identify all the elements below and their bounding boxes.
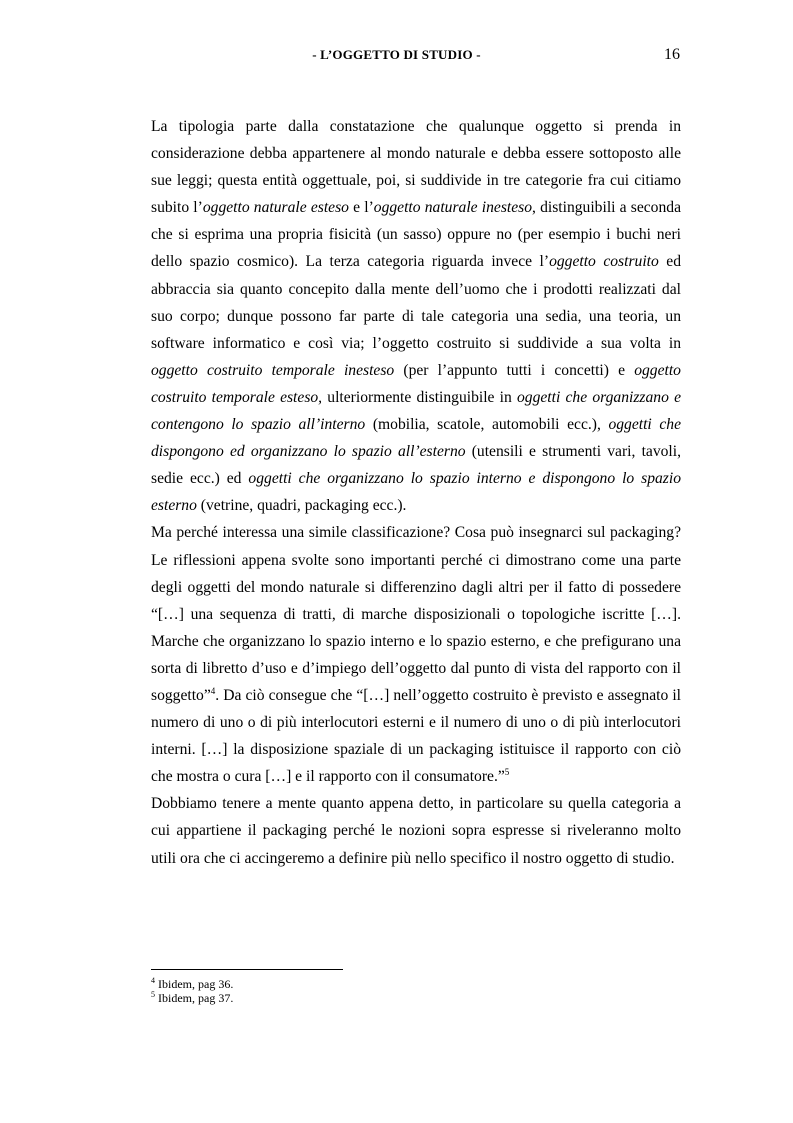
body-text [151,113,681,872]
italic-term: oggetto costruito temporale inesteso [151,361,395,379]
text-run: e l’ [348,199,374,217]
footnote-ref: 4 [210,685,216,696]
italic-term: oggetto naturale esteso [202,199,349,217]
text-run: , distinguibili a seconda che si esprima una propria fisicità (un sasso) oppure no (per esempio i buchi neri dello spazio cosmico). La terza categoria riguarda invece l’ [151,199,681,271]
italic-term: oggetti che organizzano e contengono lo spazio all’interno [151,388,682,434]
italic-term: oggetti che organizzano lo spazio interno e dispongono lo spazio esterno [151,470,682,515]
footnote-number: 4 [151,976,155,985]
paragraph-conclusione [151,790,681,871]
italic-term: oggetto costruito temporale esteso, [151,361,681,406]
footnotes [151,977,233,1005]
text-run: ed abbraccia sia quanto concepito dalla mente dell’uomo che i prodotti realizzati dal suo corpo; dunque possono far parte di tale categoria una sedia, una teoria, un software informatico e così via; l’oggetto costruito si suddivide a sua volta in [151,253,681,352]
text-run: (mobilia, scatole, automobili ecc.), [365,416,609,434]
text-run: Dobbiamo tenere a mente quanto appena detto, in particolare su quella categoria a cui appartiene il packaging perché le nozioni sopra espresse si riveleranno molto utili ora che ci accingeremo a definire più nello specifico il nostro oggetto di studio. [151,795,681,867]
footnote-4 [151,977,233,991]
page-header-title: - L’OGGETTO DI STUDIO - [312,47,481,62]
footnote-separator [151,969,343,970]
footnote-text: Ibidem, pag 36. [155,977,234,991]
text-run: . Da ciò consegue che “[…] nell’oggetto costruito è previsto e assegnato il numero di uno o di più interlocutori esterni e il numero di uno o di più interlocutori interni. […] la disposizione spaziale di un packaging istituisce il rapporto con ciò che mostra o cura […] e il rapporto con il consumatore.” [151,686,681,786]
paragraph-tipologia [151,113,681,519]
italic-term: oggetto naturale inesteso [373,199,533,217]
text-run: ulteriormente distinguibile in [322,388,517,406]
footnote-5 [151,991,233,1005]
text-run: (vetrine, quadri, packaging ecc.). [196,497,407,515]
paragraph-classificazione [151,519,681,790]
italic-term: oggetto costruito [549,253,659,271]
footnote-number: 5 [151,990,155,999]
italic-term: oggetti che dispongono ed organizzano lo spazio all’esterno [151,416,681,461]
text-run: Ma perché interessa una simile classificazione? Cosa può insegnarci sul packaging? Le riflessioni appena svolte sono importanti perché ci dimostrano come una parte degli oggetti del mondo naturale si differenzino dagli altri per il fatto di possedere “[…] una sequenza di tratti, di marche disposizionali o topologiche iscritte […]. Marche che organizzano lo spazio interno e lo spazio esterno, e che prefigurano una sorta di libretto d’uso e d’impiego dell’oggetto dal punto di vista del rapporto con il soggetto” [151,524,681,704]
text-run: La tipologia parte dalla constatazione che qualunque oggetto si prenda in considerazione debba appartenere al mondo naturale e debba essere sottoposto alle sue leggi; questa entità oggettuale, poi, si suddivide in tre categorie fra cui citiamo subito l’ [151,118,681,217]
footnote-ref: 5 [504,767,510,778]
text-run: (utensili e strumenti vari, tavoli, sedie ecc.) ed [151,443,681,488]
footnote-text: Ibidem, pag 37. [155,991,234,1005]
page-number: 16 [664,46,680,63]
text-run: (per l’appunto tutti i concetti) e [394,361,635,379]
